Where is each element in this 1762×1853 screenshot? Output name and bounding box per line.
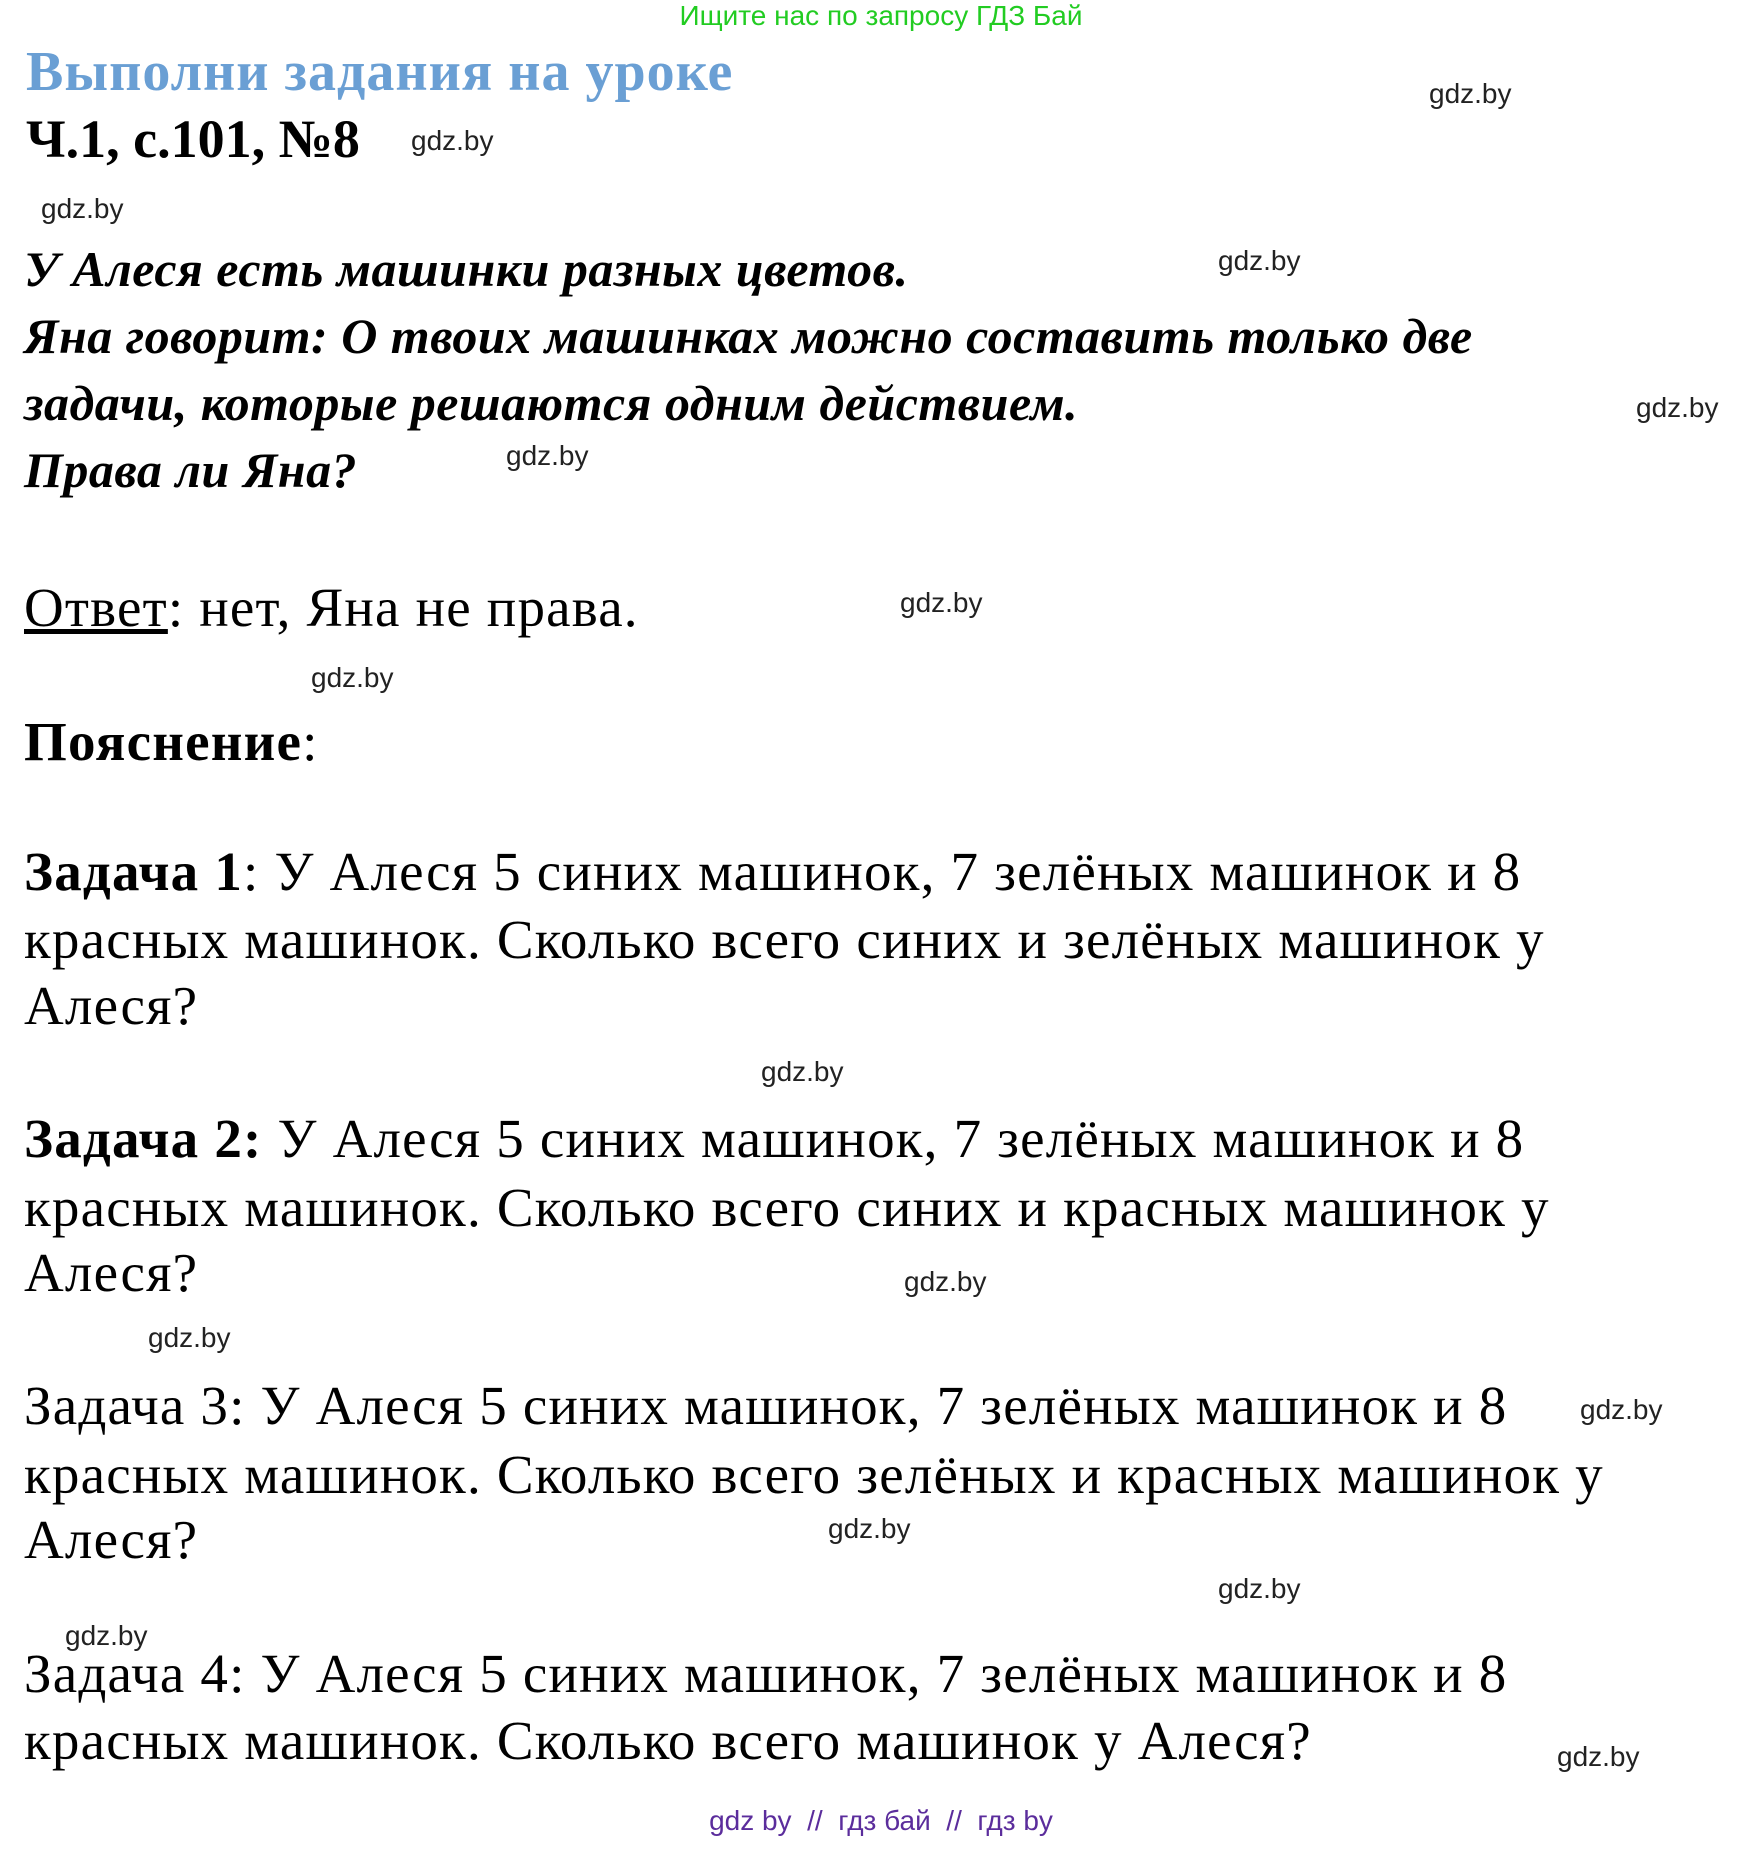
task-line: задачи, которые решаются одним действием.	[24, 375, 1079, 431]
answer	[24, 576, 639, 639]
problem-4-line: красных машинок. Сколько всего машинок у Алеся?	[24, 1710, 1312, 1771]
explanation-label: Пояснение	[24, 711, 303, 772]
problem-label: Задача 1	[24, 841, 244, 902]
task-line: У Алеся есть машинки разных цветов.	[24, 241, 909, 297]
problem-text: У Алеся 5 синих машинок, 7 зелёных машинок и 8	[262, 1108, 1525, 1169]
problem-text: : У Алеся 5 синих машинок, 7 зелёных машинок и 8	[229, 1643, 1508, 1704]
problem-1-line: Алеся?	[24, 975, 199, 1036]
problem-2-line: Алеся?	[24, 1242, 199, 1303]
watermark: gdz.by	[761, 1056, 844, 1087]
watermark: gdz.by	[148, 1322, 231, 1353]
problem-2-line: красных машинок. Сколько всего синих и красных машинок у	[24, 1177, 1550, 1238]
answer-text: : нет, Яна не права.	[167, 577, 639, 638]
task-line: Права ли Яна?	[24, 442, 358, 498]
problem-label: Задача 3	[24, 1375, 230, 1436]
watermark: gdz.by	[904, 1266, 987, 1297]
problem-text: : У Алеся 5 синих машинок, 7 зелёных машинок и 8	[229, 1375, 1508, 1436]
problem-3-line: Алеся?	[24, 1509, 199, 1570]
watermark: gdz.by	[1557, 1741, 1640, 1772]
answer-label: Ответ	[24, 577, 168, 638]
watermark: gdz.by	[1218, 1573, 1301, 1604]
explanation-suffix: :	[302, 711, 319, 772]
watermark: gdz.by	[1218, 245, 1301, 276]
watermark: gdz.by	[1580, 1394, 1663, 1425]
problem-4-line	[24, 1642, 1507, 1705]
watermark: gdz.by	[1429, 78, 1512, 109]
problem-1-line: красных машинок. Сколько всего синих и зелёных машинок у	[24, 909, 1545, 970]
watermark: gdz.by	[411, 125, 494, 156]
problem-3-line: красных машинок. Сколько всего зелёных и красных машинок у	[24, 1444, 1604, 1505]
problem-label: Задача 2:	[24, 1108, 263, 1169]
watermark: gdz.by	[900, 587, 983, 618]
problem-2-line	[24, 1107, 1524, 1170]
watermark: gdz.by	[41, 193, 124, 224]
watermark: gdz.by	[506, 440, 589, 471]
watermark: gdz.by	[65, 1620, 148, 1651]
task-line: Яна говорит: О твоих машинках можно составить только две	[24, 308, 1473, 364]
problem-label: Задача 4	[24, 1643, 230, 1704]
section-title: Выполни задания на уроке	[26, 41, 734, 103]
problem-3-line	[24, 1374, 1507, 1437]
problem-1-line	[24, 840, 1521, 903]
watermark: gdz.by	[1636, 392, 1719, 423]
explanation-heading	[24, 710, 319, 773]
exercise-reference: Ч.1, с.101, №8	[26, 109, 360, 169]
problem-text: : У Алеся 5 синих машинок, 7 зелёных машинок и 8	[243, 841, 1522, 902]
search-hint: Ищите нас по запросу ГДЗ Бай	[679, 0, 1083, 31]
footer-links: gdz by // гдз бай // гдз by	[709, 1805, 1053, 1836]
watermark: gdz.by	[311, 662, 394, 693]
watermark: gdz.by	[828, 1513, 911, 1544]
